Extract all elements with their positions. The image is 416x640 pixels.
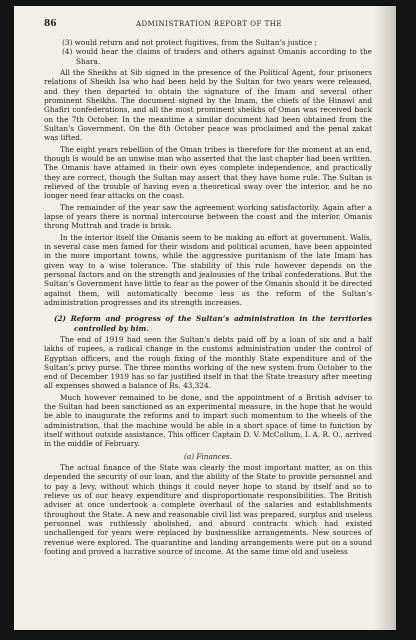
paragraph: All the Sheikhs at Sib signed in the presence of the Political Agent, four prisoners relations of Sheikh Isa who had been held by the Sultan for two years were released, and they then departed to obtain the signature of the Imam and several other prominent Sheikhs. The document signed by the Imam, the chiefs of the Hinawi and Ghafiri confederations, and all the most prominent sheikhs of Oman was received back on the 7th October. In the meantime a similar document had been obtained from the Sultan’s Government. On the 8th October peace was proclaimed and the penal zakat was lifted. (44, 67, 372, 143)
paragraph: The actual finance of the State was clearly the most important matter, as on this depended the security of our loan, and the ability of the State to provide personnel and to pay a levy, without which things it could never hope to stand by itself and so to relieve us of our heavy expenditure and disproportionate responsibilities. The British adviser at once undertook a complete overhaul of the salaries and establishments throughout the State. A new and reasonable civil list was prepared, surplus and useless personnel was ruthlessly abolished, and absurd contracts which had existed unchallenged for years were replaced by businesslike arrangements. New sources of revenue were explored. The quarantine and landing arrangements were put on a sound footing and proved a lucrative source of income. At the same time old and useless (44, 463, 372, 557)
subheading: (a) Finances. (184, 451, 232, 461)
list-text: would return and not protect fugitives, from the Sultan’s justice ; (74, 38, 317, 47)
page-header (44, 19, 374, 31)
page-body (44, 38, 372, 556)
list-marker: (4) (62, 47, 73, 57)
section-heading (44, 314, 372, 333)
section-title: Reform and progress of the Sultan’s administration in the territories controlled by him. (70, 314, 372, 333)
list-text: would hear the claims of traders and others against Omanis according to the Shara. (75, 47, 372, 66)
list-marker: (3) (62, 38, 73, 47)
paragraph: The remainder of the year saw the agreement working satisfactorily. Again after a lapse of years there is normal intercourse between the coast and the interior, Omanis throng Muttrah and trade is brisk. (44, 202, 372, 231)
section-number: (2) (54, 314, 66, 324)
paragraph: Much however remained to be done, and the appointment of a British adviser to the Sultan had been sanctioned as an experimental measure, in the hope that he would be able to inaugurate the reforms and to impart such momentum to the wheels of the administration, that the machine would be able in a short space of time to function by itself without outside assistance. This officer Captain D. V. McCollum, I. A. R. O., arrived in the middle of February. (44, 392, 372, 449)
list-item (44, 38, 372, 47)
page-number: 86 (44, 19, 57, 29)
running-head: ADMINISTRATION REPORT OF THE (136, 20, 282, 28)
paragraph: The eight years rebellion of the Oman tribes is therefore for the moment at an end, though is would be an unwise man who asserted that the last chapter had been written. The Omanis have attained in their own eyes complete independence, and practically they are correct, though the Sultan may assert that they have home rule. The Sultan is relieved of the trouble of having even a theoretical sway over the interior, and he no longer need fear attacks on the coast. (44, 144, 372, 201)
paragraph: In the interior itself the Omanis seem to be making an effort at government. Walis, in several case men famed for their wisdom and political acumen, have been appointed in the more important towns, while the aggressive puritanism of the late Imam has given way to a wise tolerance. The stability of this rule however depends on the personal factors and on the strength and jealousies of the tribal confederations. But the Sultan’s Government have little to fear as the power of the Omanis should it be directed against them, will automatically become less as the reform of the Sultan’s administration progresses and its strength increases. (44, 232, 372, 307)
list-item (44, 47, 372, 66)
page-spine-shadow (374, 6, 396, 630)
document-page (14, 6, 396, 630)
paragraph: The end of 1919 had seen the Sultan’s debts paid off by a loan of six and a half lakhs of rupees, a radical change in the customs administration under the control of Egyptian officers, and the rough fixing of the monthly State expenditure and of the Sultan’s privy purse. The three months working of the new system from October to the end of December 1919 has so far justified itself in that the State treasury after meeting all expenses showed a balance of Rs. 43,324. (44, 334, 372, 391)
